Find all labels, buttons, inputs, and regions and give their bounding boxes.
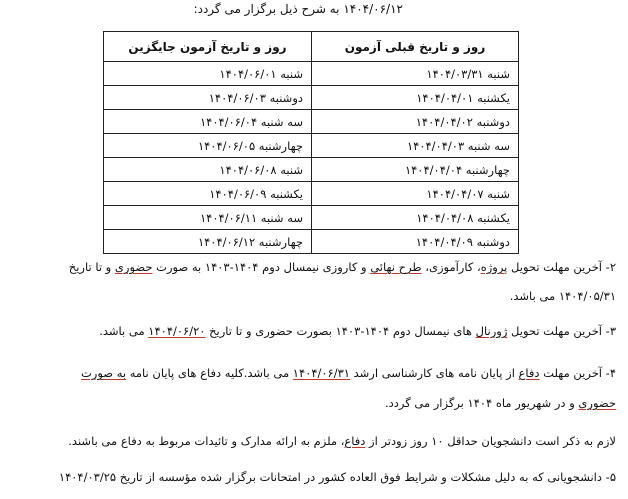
replacement-date-cell: شنبه ۱۴۰۴/۰۶/۰۱	[104, 62, 312, 86]
previous-date-header: روز و تاریخ قبلی آزمون	[312, 32, 519, 62]
previous-date-cell: سه شنبه ۱۴۰۴/۰۴/۰۳	[312, 134, 519, 158]
item-4-line-1: ۴- آخرین مهلت دفاع از پایان نامه های کارشناسی ارشد ۱۴۰۴/۰۶/۳۱ می باشد.کلیه دفاع های پایان نامه به صورت	[80, 366, 616, 380]
replacement-date-cell: سه شنبه ۱۴۰۴/۰۶/۰۴	[104, 110, 312, 134]
underlined-term: دفاع	[518, 366, 540, 380]
table-row	[104, 86, 519, 110]
underlined-term: طرح نهائی	[370, 260, 422, 274]
underlined-term: به صورت	[80, 366, 127, 380]
replacement-date-header: روز و تاریخ آزمون جایگزین	[104, 32, 312, 62]
item-3: ۳- آخرین مهلت تحویل ژورنال های نیمسال دوم ۱۴۰۴-۱۴۰۳ بصورت حضوری و تا تاریخ ۱۴۰۴/۰۶/۲۰ می باشد.	[99, 324, 616, 338]
table-row	[104, 62, 519, 86]
table-row	[104, 158, 519, 182]
previous-date-cell: شنبه ۱۴۰۴/۰۳/۳۱	[312, 62, 519, 86]
replacement-date-cell: چهارشنبه ۱۴۰۴/۰۶/۰۵	[104, 134, 312, 158]
item-2-line-2: ۱۴۰۴/۰۵/۳۱ می باشد.	[509, 289, 616, 303]
replacement-date-cell: سه شنبه ۱۴۰۴/۰۶/۱۱	[104, 206, 312, 230]
table-row	[104, 206, 519, 230]
replacement-date-cell: یکشنبه ۱۴۰۴/۰۶/۰۹	[104, 182, 312, 206]
defense-note: لازم به ذکر است دانشجویان حداقل ۱۰ روز زودتر از دفاع، ملزم به ارائه مدارک و تائیدات مربوط به دفاع می باشند.	[68, 434, 616, 448]
underlined-date: ۱۴۰۴/۰۶/۲۰	[148, 324, 206, 338]
intro-line: ۱۴۰۴/۰۶/۱۲ به شرح ذیل برگزار می گردد:	[193, 2, 403, 16]
underlined-term: حضوری	[578, 396, 616, 410]
previous-date-cell: دوشنبه ۱۴۰۴/۰۴/۰۹	[312, 230, 519, 254]
table-row	[104, 182, 519, 206]
underlined-date: ۱۴۰۴/۰۶/۳۱	[292, 366, 350, 380]
underlined-term: ژورنال	[475, 324, 508, 338]
underlined-term: حضوری	[114, 260, 153, 274]
replacement-date-cell: شنبه ۱۴۰۴/۰۶/۰۸	[104, 158, 312, 182]
underlined-term: پروژه	[480, 260, 508, 274]
table-row	[104, 110, 519, 134]
table-header-row	[104, 32, 519, 62]
replacement-date-cell: چهارشنبه ۱۴۰۴/۰۶/۱۲	[104, 230, 312, 254]
underlined-term: دفاع	[344, 434, 366, 448]
previous-date-cell: دوشنبه ۱۴۰۴/۰۴/۰۲	[312, 110, 519, 134]
previous-date-cell: چهارشنبه ۱۴۰۴/۰۴/۰۴	[312, 158, 519, 182]
previous-date-cell: یکشنبه ۱۴۰۴/۰۴/۰۸	[312, 206, 519, 230]
replacement-date-cell: دوشنبه ۱۴۰۴/۰۶/۰۳	[104, 86, 312, 110]
item-4-line-2: حضوری و در شهریور ماه ۱۴۰۴ برگزار می گردد.	[384, 396, 616, 410]
item-5: ۵- دانشجویانی که به دلیل مشکلات و شرایط فوق العاده کشور در امتحانات برگزار شده مؤسسه از تاریخ ۱۴۰۴/۰۳/۲۵	[58, 470, 616, 484]
previous-date-cell: شنبه ۱۴۰۴/۰۴/۰۷	[312, 182, 519, 206]
item-2-line-1: ۲- آخرین مهلت تحویل پروژه، کارآموزی، طرح نهائی و کاروزی نیمسال دوم ۱۴۰۴-۱۴۰۳ به صورت حضوری و تا تاریخ	[68, 260, 616, 274]
table-row	[104, 134, 519, 158]
exam-schedule-table	[103, 31, 519, 254]
previous-date-cell: یکشنبه ۱۴۰۴/۰۴/۰۱	[312, 86, 519, 110]
table-row	[104, 230, 519, 254]
